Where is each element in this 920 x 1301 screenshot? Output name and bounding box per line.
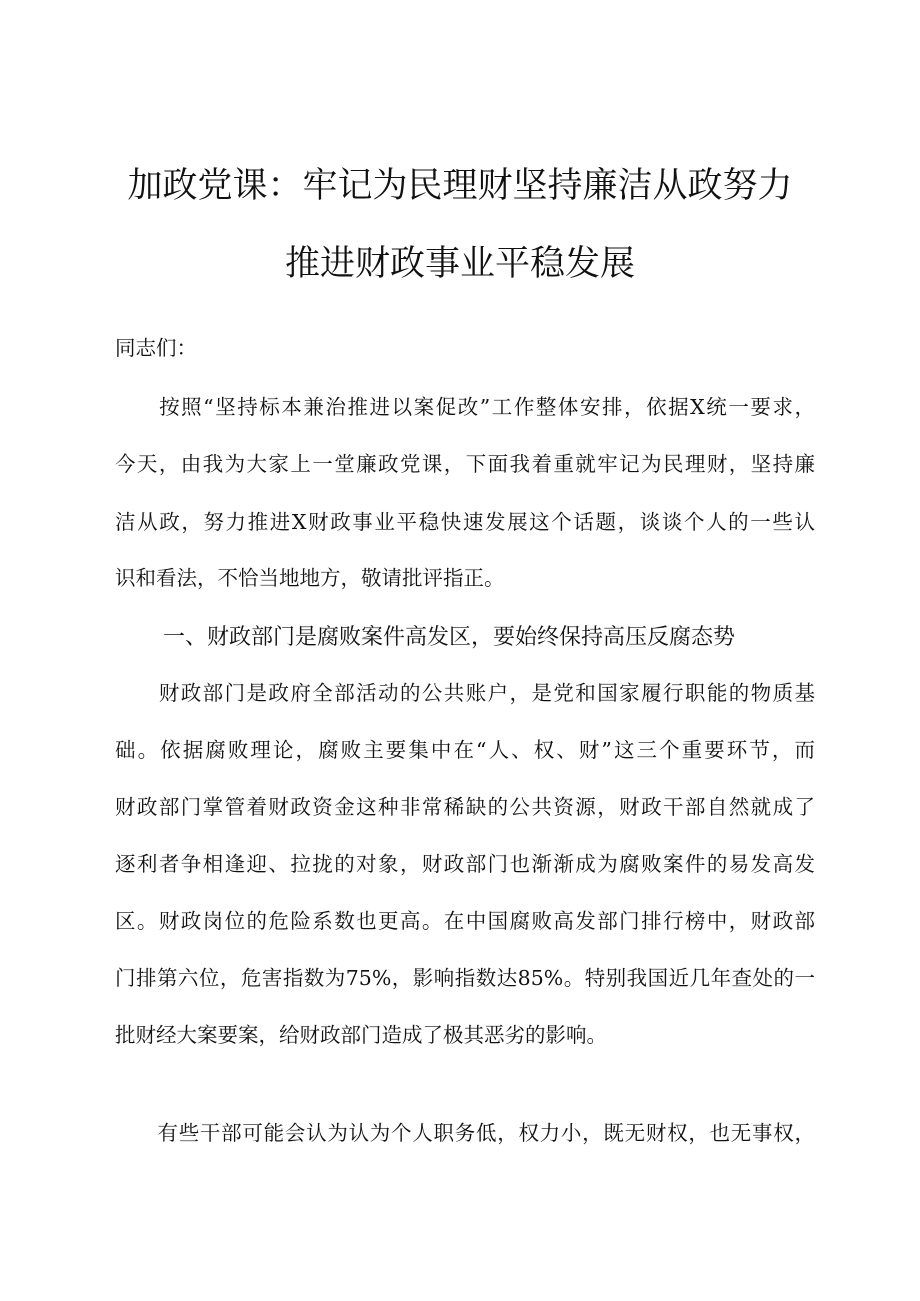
paragraph-2-line-5: 区。财政岗位的危险系数也更高。在中国腐败高发部门排行榜中，财政部: [115, 909, 815, 933]
paragraph-3-line-1: 有些干部可能会认为认为个人职务低，权力小，既无财权，也无事权，: [115, 1121, 815, 1145]
paragraph-2-line-4: 逐利者争相逢迎、拉拢的对象，财政部门也渐渐成为腐败案件的易发高发: [115, 852, 815, 876]
paragraph-1-line-3: 洁从政，努力推进X财政事业平稳快速发展这个话题，谈谈个人的一些认: [115, 510, 815, 534]
paragraph-2-line-6: 门排第六位，危害指数为75%，影响指数达85%。特别我国近几年查处的一: [115, 966, 815, 990]
salutation: 同志们：: [115, 336, 197, 360]
paragraph-2-line-1: 财政部门是政府全部活动的公共账户，是党和国家履行职能的物质基: [115, 681, 815, 705]
section-heading-1: 一、财政部门是腐败案件高发区，要始终保持高压反腐态势: [163, 625, 736, 650]
paragraph-1-line-2: 今天，由我为大家上一堂廉政党课，下面我着重就牢记为民理财，坚持廉: [115, 452, 815, 476]
paragraph-1-line-1: 按照“坚持标本兼治推进以案促改”工作整体安排，依据X统一要求，: [115, 395, 815, 419]
paragraph-2-line-2: 础。依据腐败理论，腐败主要集中在“人、权、财”这三个重要环节，而: [115, 738, 815, 762]
paragraph-1-line-4: 识和看法，不恰当地地方，敬请批评指正。: [115, 566, 505, 590]
title-line-1: 加政党课：牢记为民理财坚持廉洁从政努力: [127, 166, 793, 206]
paragraph-2-line-7: 批财经大案要案，给财政部门造成了极其恶劣的影响。: [115, 1023, 607, 1047]
paragraph-2-line-3: 财政部门掌管着财政资金这种非常稀缺的公共资源，财政干部自然就成了: [115, 795, 815, 819]
title-line-2: 推进财政事业平稳发展: [284, 244, 635, 284]
